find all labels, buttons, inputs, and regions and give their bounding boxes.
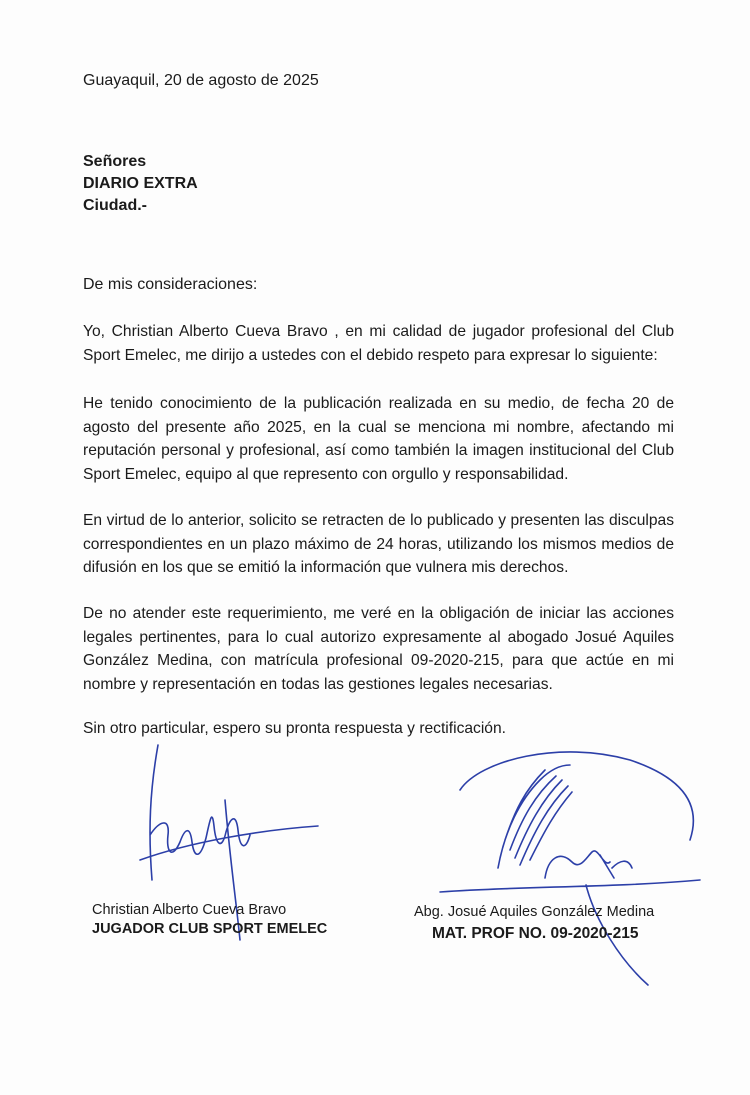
addressee-block	[83, 151, 198, 217]
date-line: Guayaquil, 20 de agosto de 2025	[83, 72, 319, 89]
lawyer-signature-name: Abg. Josué Aquiles González Medina	[414, 904, 655, 920]
lawyer-signature	[440, 752, 700, 985]
lawyer-signature-title: MAT. PROF NO. 09-2020-215	[432, 925, 639, 942]
paragraph-legal-action: De no atender este requerimiento, me veré en la obligación de iniciar las acciones legales pertinentes, para lo cual autorizo expresamente al abogado Josué Aquiles González Medina, con matrícula profesional 09-2020-215, para que actúe en mi nombre y representación en todas las gestiones legales necesarias.	[83, 605, 674, 693]
paragraph-introduction: Yo, Christian Alberto Cueva Bravo , en mi calidad de jugador profesional del Club Sport Emelec, me dirijo a ustedes con el debido respeto para expresar lo siguiente:	[83, 323, 674, 364]
player-signature-name: Christian Alberto Cueva Bravo	[92, 902, 287, 918]
paragraph-retraction-request: En virtud de lo anterior, solicito se retracten de lo publicado y presenten las disculpas correspondientes en un plazo máximo de 24 horas, utilizando los mismos medios de difusión en los que se emitió la información que vulnera mis derechos.	[83, 512, 674, 576]
player-signature-title: JUGADOR CLUB SPORT EMELEC	[92, 921, 328, 937]
paragraph-publication: He tenido conocimiento de la publicación realizada en su medio, de fecha 20 de agosto del presente año 2025, en la cual se menciona mi nombre, afectando mi reputación personal y profesional, así como también la imagen institucional del Club Sport Emelec, equipo al que represento con orgullo y responsabilidad.	[83, 395, 674, 483]
greeting: De mis consideraciones:	[83, 276, 258, 293]
addressee-city: Ciudad.-	[83, 197, 147, 214]
addressee-salutation: Señores	[83, 153, 147, 170]
closing-line: Sin otro particular, espero su pronta respuesta y rectificación.	[83, 720, 506, 737]
addressee-organization: DIARIO EXTRA	[83, 175, 198, 192]
